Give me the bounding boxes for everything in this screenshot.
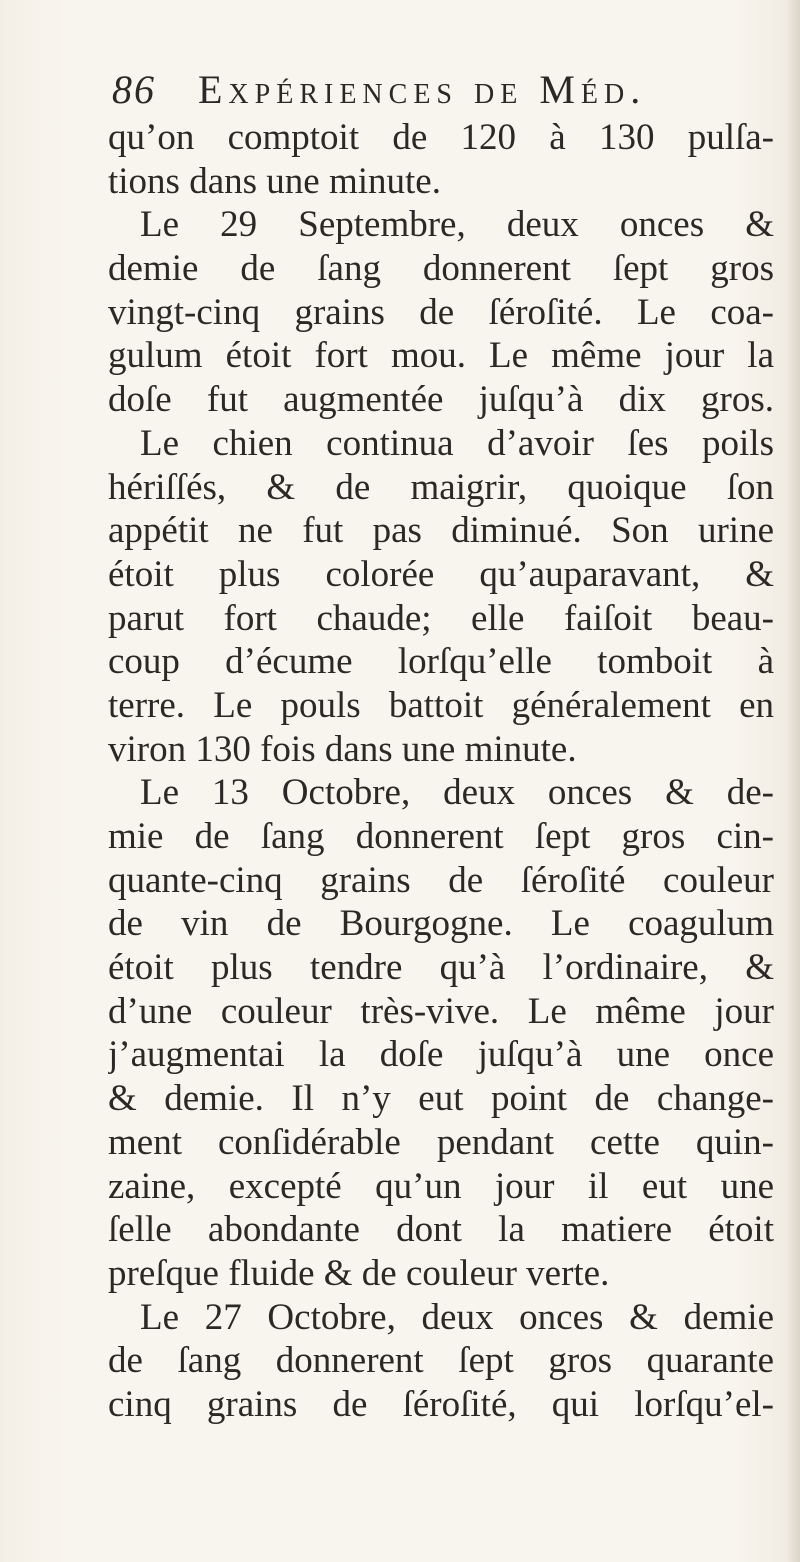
page-header bbox=[112, 68, 772, 112]
text-line: hériſſés, & de maigrir, quoique ſon bbox=[108, 466, 774, 508]
text-line: ment conſidérable pendant cette quin- bbox=[108, 1121, 774, 1163]
text-line: doſe fut augmentée juſqu’à dix gros. bbox=[108, 379, 774, 421]
text-line: tions dans une minute. bbox=[108, 160, 441, 202]
text-line: cinq grains de ſéroſité, qui lorſqu’el- bbox=[108, 1383, 774, 1425]
text-line: Le 27 Octobre, deux onces & demie bbox=[140, 1296, 774, 1338]
page-number: 86 bbox=[112, 67, 156, 112]
text-line: terre. Le pouls battoit généralement en bbox=[108, 684, 774, 726]
text-line: d’une couleur très-vive. Le même jour bbox=[108, 990, 774, 1032]
text-line: appétit ne fut pas diminué. Son urine bbox=[108, 510, 774, 552]
text-line: Le 29 Septembre, deux onces & bbox=[140, 204, 774, 246]
body-text bbox=[108, 116, 774, 1427]
text-line: demie de ſang donnerent ſept gros bbox=[108, 248, 774, 290]
text-line: de ſang donnerent ſept gros quarante bbox=[108, 1340, 774, 1382]
text-line: j’augmentai la doſe juſqu’à une once bbox=[108, 1034, 774, 1076]
text-line: Le 13 Octobre, deux onces & de- bbox=[140, 772, 774, 814]
text-line: vingt-cinq grains de ſéroſité. Le coa- bbox=[108, 291, 774, 333]
text-line: étoit plus colorée qu’auparavant, & bbox=[108, 553, 774, 595]
text-line: quante-cinq grains de ſéroſité couleur bbox=[108, 859, 774, 901]
running-title: Expériences de Méd. bbox=[198, 67, 647, 112]
text-line: zaine, excepté qu’un jour il eut une bbox=[108, 1165, 774, 1207]
text-line: de vin de Bourgogne. Le coagulum bbox=[108, 903, 774, 945]
text-line: gulum étoit fort mou. Le même jour la bbox=[108, 335, 774, 377]
text-line: ſelle abondante dont la matiere étoit bbox=[108, 1209, 774, 1251]
text-line: mie de ſang donnerent ſept gros cin- bbox=[108, 816, 774, 857]
text-line: Le chien continua d’avoir ſes poils bbox=[140, 422, 774, 464]
text-line: qu’on comptoit de 120 à 130 pulſa- bbox=[108, 117, 774, 158]
text-line: & demie. Il n’y eut point de change- bbox=[108, 1078, 774, 1120]
text-line: coup d’écume lorſqu’elle tomboit à bbox=[108, 641, 774, 683]
text-line: preſque fluide & de couleur verte. bbox=[108, 1252, 610, 1294]
text-line: étoit plus tendre qu’à l’ordinaire, & bbox=[108, 947, 774, 989]
text-line: parut fort chaude; elle faiſoit beau- bbox=[108, 597, 774, 639]
text-line: viron 130 fois dans une minute. bbox=[108, 728, 577, 770]
page-edge-shadow bbox=[786, 0, 800, 1562]
